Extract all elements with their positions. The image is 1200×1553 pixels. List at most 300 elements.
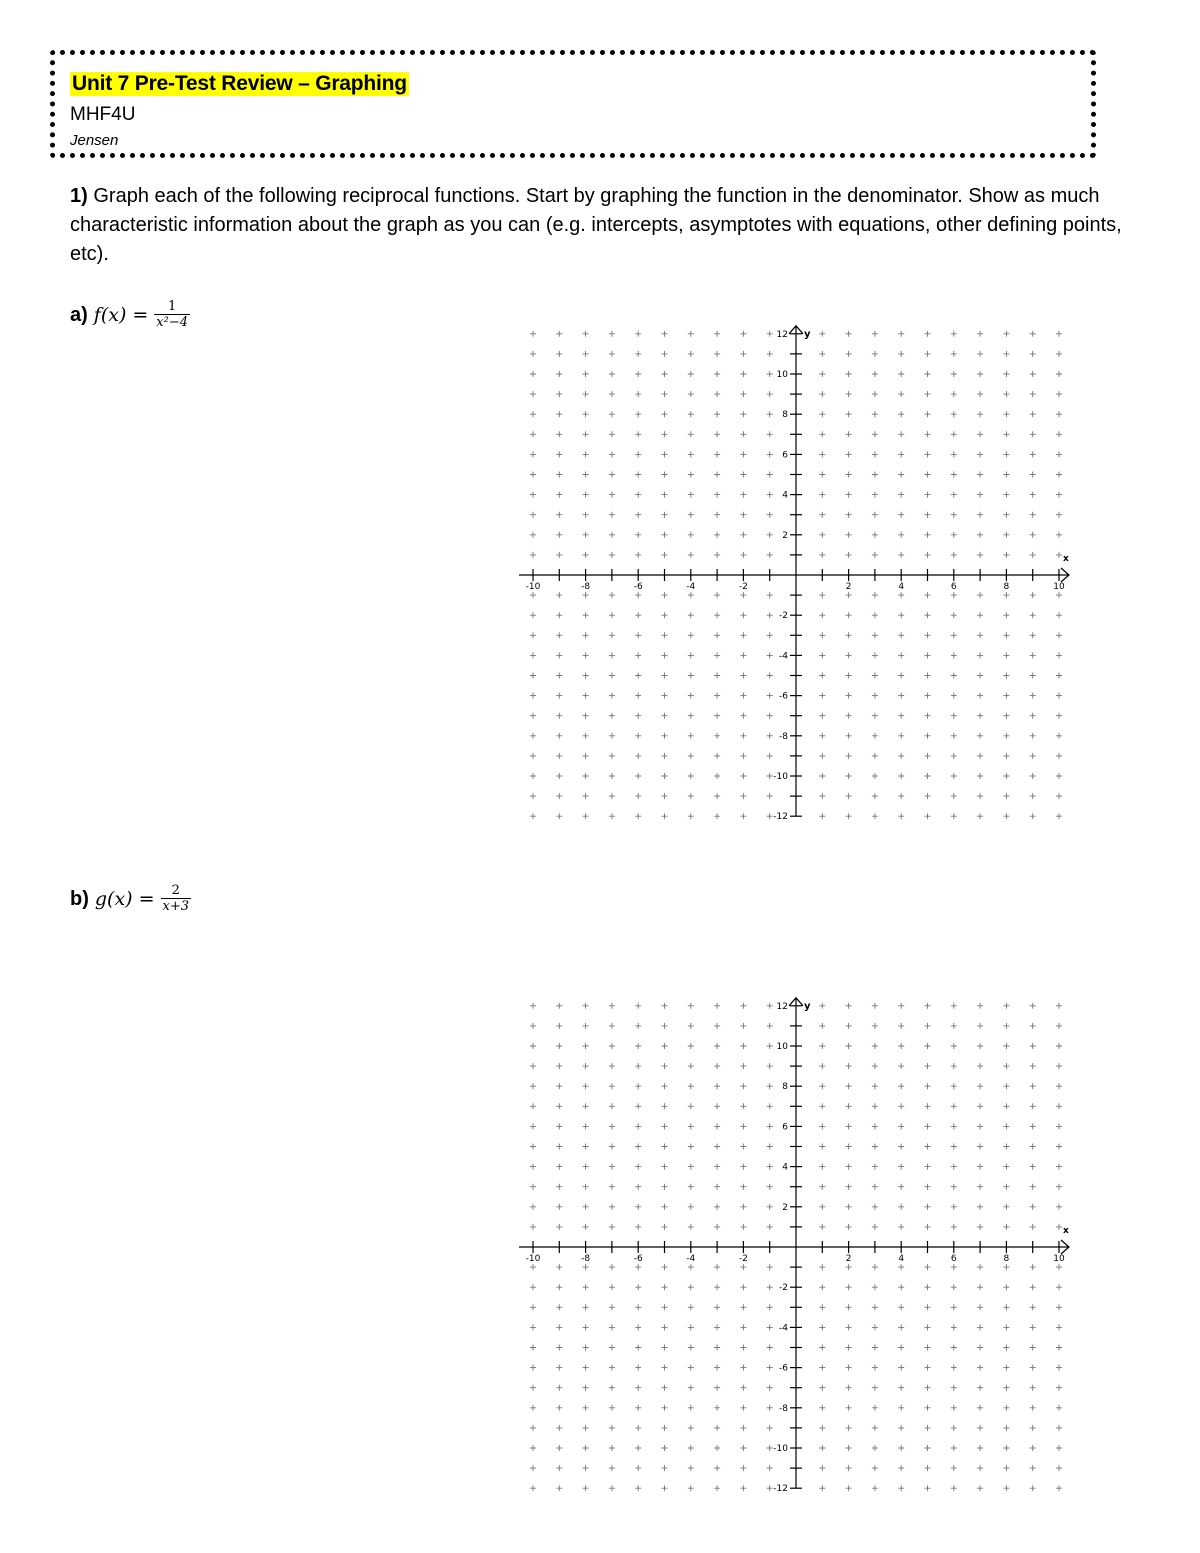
grid-point	[583, 371, 589, 377]
grid-point	[609, 1204, 615, 1210]
y-tick-label: 12	[776, 329, 788, 340]
grid-point	[872, 1043, 878, 1049]
grid-point	[846, 1063, 852, 1069]
grid-point	[714, 1485, 720, 1491]
grid-point	[951, 1264, 957, 1270]
grid-point	[583, 351, 589, 357]
grid-point	[925, 492, 931, 498]
grid-point	[846, 1083, 852, 1089]
grid-point	[898, 472, 904, 478]
grid-point	[609, 1405, 615, 1411]
grid-point	[530, 753, 536, 759]
grid-point	[583, 451, 589, 457]
grid-point	[1030, 512, 1036, 518]
grid-point	[609, 592, 615, 598]
grid-point	[925, 1385, 931, 1391]
grid-point	[925, 391, 931, 397]
grid-point	[846, 472, 852, 478]
grid-point	[530, 1043, 536, 1049]
grid-point	[740, 512, 746, 518]
grid-point	[688, 512, 694, 518]
grid-point	[1030, 1425, 1036, 1431]
grid-point	[583, 411, 589, 417]
grid-point	[530, 1425, 536, 1431]
grid-point	[846, 793, 852, 799]
coordinate-grid-b[interactable]	[510, 990, 1090, 1510]
grid-point	[688, 371, 694, 377]
grid-point	[872, 472, 878, 478]
grid-point	[898, 773, 904, 779]
grid-point	[583, 492, 589, 498]
grid-point	[714, 612, 720, 618]
grid-point	[635, 753, 641, 759]
grid-point	[925, 1204, 931, 1210]
grid-point	[1003, 813, 1009, 819]
grid-point	[530, 793, 536, 799]
grid-point	[530, 592, 536, 598]
grid-point	[1030, 1405, 1036, 1411]
grid-point	[1030, 1023, 1036, 1029]
grid-point	[846, 612, 852, 618]
grid-point	[1056, 472, 1062, 478]
grid-point	[1056, 1063, 1062, 1069]
grid-point	[714, 1184, 720, 1190]
grid-point	[767, 693, 773, 699]
grid-point	[1056, 693, 1062, 699]
grid-point	[635, 512, 641, 518]
grid-point	[846, 1385, 852, 1391]
grid-point	[951, 652, 957, 658]
grid-point	[1056, 1123, 1062, 1129]
grid-point	[662, 1345, 668, 1351]
grid-point	[1056, 1345, 1062, 1351]
grid-point	[530, 1123, 536, 1129]
grid-point	[925, 773, 931, 779]
grid-point	[556, 1405, 562, 1411]
grid-point	[872, 1284, 878, 1290]
grid-point	[740, 1445, 746, 1451]
grid-point	[1003, 1425, 1009, 1431]
grid-point	[714, 1264, 720, 1270]
grid-point	[1030, 1184, 1036, 1190]
grid-point	[740, 773, 746, 779]
grid-point	[977, 1345, 983, 1351]
grid-point	[846, 1425, 852, 1431]
grid-point	[1003, 1164, 1009, 1170]
grid-point	[740, 753, 746, 759]
grid-point	[714, 552, 720, 558]
grid-point	[635, 1144, 641, 1150]
grid-point	[846, 451, 852, 457]
grid-point	[872, 451, 878, 457]
grid-point	[530, 1003, 536, 1009]
grid-point	[925, 1264, 931, 1270]
grid-point	[609, 773, 615, 779]
header-box	[50, 50, 1096, 158]
grid-point	[951, 492, 957, 498]
grid-point	[688, 431, 694, 437]
grid-point	[819, 1123, 825, 1129]
grid-point	[819, 1445, 825, 1451]
grid-point	[609, 391, 615, 397]
grid-point	[872, 552, 878, 558]
grid-point	[583, 331, 589, 337]
grid-point	[714, 632, 720, 638]
grid-point	[530, 331, 536, 337]
fraction	[161, 884, 192, 914]
y-axis-label: y	[804, 328, 811, 340]
grid-point	[872, 652, 878, 658]
grid-point	[583, 391, 589, 397]
grid-point	[898, 1103, 904, 1109]
grid-point	[530, 612, 536, 618]
grid-point	[688, 793, 694, 799]
grid-point	[951, 1485, 957, 1491]
grid-point	[1056, 451, 1062, 457]
grid-point	[556, 793, 562, 799]
grid-point	[767, 1063, 773, 1069]
grid-point	[846, 492, 852, 498]
grid-point	[740, 1264, 746, 1270]
grid-point	[583, 1405, 589, 1411]
grid-point	[635, 612, 641, 618]
grid-point	[556, 713, 562, 719]
grid-point	[714, 693, 720, 699]
grid-point	[951, 1184, 957, 1190]
grid-point	[977, 612, 983, 618]
grid-point	[846, 1003, 852, 1009]
x-tick-label: -6	[633, 1254, 643, 1264]
grid-point	[740, 632, 746, 638]
grid-point	[977, 1204, 983, 1210]
grid-point	[583, 1385, 589, 1391]
grid-point	[872, 1385, 878, 1391]
grid-point	[714, 733, 720, 739]
grid-point	[872, 592, 878, 598]
grid-point	[1003, 1365, 1009, 1371]
grid-point	[1030, 1345, 1036, 1351]
grid-point	[1030, 592, 1036, 598]
grid-point	[714, 1465, 720, 1471]
grid-point	[662, 1204, 668, 1210]
grid-point	[530, 391, 536, 397]
grid-point	[662, 472, 668, 478]
grid-point	[898, 1445, 904, 1451]
grid-point	[951, 753, 957, 759]
grid-point	[925, 1164, 931, 1170]
grid-point	[583, 431, 589, 437]
grid-point	[872, 1184, 878, 1190]
grid-point	[925, 1304, 931, 1310]
grid-point	[819, 1385, 825, 1391]
x-tick-label: 2	[845, 582, 852, 592]
grid-point	[951, 1083, 957, 1089]
problem-b	[70, 884, 191, 914]
grid-point	[556, 1123, 562, 1129]
grid-point	[819, 713, 825, 719]
grid-point	[740, 1365, 746, 1371]
grid-point	[609, 753, 615, 759]
grid-point	[609, 1264, 615, 1270]
grid-point	[714, 492, 720, 498]
grid-point	[662, 1164, 668, 1170]
grid-point	[583, 733, 589, 739]
y-axis-label: y	[804, 1000, 811, 1012]
grid-point	[1003, 1103, 1009, 1109]
grid-point	[583, 1264, 589, 1270]
grid-point	[583, 693, 589, 699]
grid-point	[609, 351, 615, 357]
grid-point	[1030, 1284, 1036, 1290]
grid-point	[740, 1304, 746, 1310]
grid-point	[819, 1164, 825, 1170]
x-tick-label: 2	[845, 1254, 852, 1264]
x-tick-label: 8	[1003, 582, 1010, 592]
grid-point	[714, 1164, 720, 1170]
grid-point	[556, 773, 562, 779]
grid-point	[951, 411, 957, 417]
grid-point	[1003, 652, 1009, 658]
grid-point	[583, 1083, 589, 1089]
grid-point	[556, 411, 562, 417]
grid-point	[688, 391, 694, 397]
grid-point	[872, 1445, 878, 1451]
grid-point	[609, 652, 615, 658]
grid-point	[556, 331, 562, 337]
grid-point	[583, 1063, 589, 1069]
grid-point	[688, 652, 694, 658]
grid-point	[951, 1224, 957, 1230]
grid-point	[609, 492, 615, 498]
grid-point	[609, 532, 615, 538]
grid-point	[1030, 1204, 1036, 1210]
grid-point	[819, 1405, 825, 1411]
grid-point	[898, 552, 904, 558]
grid-point	[898, 1144, 904, 1150]
x-axis-label: x	[1063, 1226, 1069, 1236]
grid-point	[951, 1023, 957, 1029]
grid-point	[662, 411, 668, 417]
grid-point	[872, 512, 878, 518]
grid-point	[583, 1204, 589, 1210]
grid-point	[1003, 411, 1009, 417]
grid-point	[635, 1385, 641, 1391]
denominator: x+3	[162, 899, 190, 914]
grid-point	[898, 693, 904, 699]
grid-point	[767, 1365, 773, 1371]
grid-point	[1030, 351, 1036, 357]
grid-point	[1056, 632, 1062, 638]
grid-point	[1030, 1485, 1036, 1491]
coordinate-grid-a[interactable]	[510, 318, 1090, 838]
grid-point	[977, 1284, 983, 1290]
grid-point	[819, 1043, 825, 1049]
grid-point	[740, 391, 746, 397]
grid-point	[977, 1264, 983, 1270]
grid-point	[583, 612, 589, 618]
grid-point	[977, 673, 983, 679]
grid-point	[925, 1345, 931, 1351]
grid-point	[819, 331, 825, 337]
grid-point	[925, 1284, 931, 1290]
grid-point	[583, 1144, 589, 1150]
grid-point	[846, 1023, 852, 1029]
grid-point	[977, 411, 983, 417]
grid-point	[951, 612, 957, 618]
grid-point	[925, 673, 931, 679]
grid-point	[767, 1385, 773, 1391]
grid-point	[898, 1465, 904, 1471]
question-text: Graph each of the following reciprocal functions. Start by graphing the function in the denominator. Show as much characteristic information about the graph as you can (e.g. intercepts, asymptotes with equations, other defining points, etc).	[70, 185, 1122, 265]
grid-point	[898, 532, 904, 538]
grid-point	[846, 733, 852, 739]
grid-point	[662, 532, 668, 538]
grid-point	[1003, 552, 1009, 558]
grid-point	[977, 532, 983, 538]
grid-point	[662, 632, 668, 638]
grid-point	[925, 1224, 931, 1230]
grid-point	[1056, 1103, 1062, 1109]
grid-point	[925, 1485, 931, 1491]
grid-point	[635, 371, 641, 377]
grid-point	[977, 1144, 983, 1150]
grid-point	[530, 632, 536, 638]
grid-point	[609, 733, 615, 739]
grid-point	[635, 652, 641, 658]
grid-point	[1030, 1385, 1036, 1391]
grid-point	[872, 1345, 878, 1351]
grid-point	[1030, 391, 1036, 397]
grid-point	[662, 753, 668, 759]
grid-point	[925, 1405, 931, 1411]
grid-point	[872, 753, 878, 759]
grid-point	[556, 592, 562, 598]
grid-point	[767, 1083, 773, 1089]
grid-point	[714, 1405, 720, 1411]
grid-point	[819, 552, 825, 558]
grid-point	[740, 1083, 746, 1089]
grid-point	[556, 1365, 562, 1371]
grid-point	[872, 1164, 878, 1170]
grid-point	[1030, 753, 1036, 759]
grid-point	[662, 1425, 668, 1431]
grid-point	[530, 1485, 536, 1491]
grid-point	[819, 632, 825, 638]
grid-point	[530, 713, 536, 719]
grid-point	[1056, 1405, 1062, 1411]
grid-point	[1003, 733, 1009, 739]
grid-point	[1056, 1465, 1062, 1471]
grid-point	[846, 1465, 852, 1471]
grid-point	[925, 1324, 931, 1330]
grid-point	[609, 1284, 615, 1290]
grid-point	[767, 652, 773, 658]
grid-point	[688, 1023, 694, 1029]
grid-point	[688, 1385, 694, 1391]
grid-point	[1030, 1224, 1036, 1230]
grid-point	[819, 391, 825, 397]
grid-point	[925, 693, 931, 699]
grid-point	[898, 1385, 904, 1391]
grid-point	[556, 1184, 562, 1190]
grid-point	[1030, 733, 1036, 739]
grid-point	[1003, 753, 1009, 759]
grid-point	[530, 532, 536, 538]
grid-point	[714, 592, 720, 598]
grid-point	[767, 532, 773, 538]
grid-point	[1056, 1324, 1062, 1330]
grid-point	[925, 733, 931, 739]
grid-point	[767, 1043, 773, 1049]
grid-point	[1030, 552, 1036, 558]
grid-point	[819, 411, 825, 417]
grid-point	[688, 1405, 694, 1411]
grid-point	[714, 1023, 720, 1029]
grid-point	[635, 1485, 641, 1491]
grid-point	[1056, 733, 1062, 739]
grid-point	[609, 371, 615, 377]
grid-point	[819, 773, 825, 779]
grid-point	[1056, 1023, 1062, 1029]
grid-point	[688, 632, 694, 638]
grid-point	[635, 1284, 641, 1290]
grid-point	[688, 1164, 694, 1170]
grid-point	[609, 1023, 615, 1029]
grid-point	[951, 1144, 957, 1150]
grid-point	[583, 592, 589, 598]
grid-point	[609, 431, 615, 437]
grid-point	[846, 1184, 852, 1190]
grid-point	[898, 391, 904, 397]
grid-point	[872, 1083, 878, 1089]
grid-point	[662, 713, 668, 719]
grid-point	[530, 1304, 536, 1310]
grid-point	[898, 1083, 904, 1089]
grid-point	[1003, 592, 1009, 598]
grid-point	[898, 331, 904, 337]
grid-point	[662, 1304, 668, 1310]
grid-point	[530, 1445, 536, 1451]
grid-point	[1003, 1485, 1009, 1491]
grid-point	[819, 592, 825, 598]
grid-point	[740, 1405, 746, 1411]
grid-point	[872, 773, 878, 779]
grid-point	[1030, 713, 1036, 719]
grid-point	[714, 411, 720, 417]
grid-point	[530, 1144, 536, 1150]
grid-point	[846, 713, 852, 719]
grid-point	[1056, 492, 1062, 498]
grid-point	[556, 1485, 562, 1491]
grid-point	[872, 532, 878, 538]
grid-point	[1003, 673, 1009, 679]
grid-point	[662, 1003, 668, 1009]
grid-point	[846, 693, 852, 699]
y-tick-label: 2	[782, 530, 788, 541]
grid-point	[530, 652, 536, 658]
grid-point	[583, 1445, 589, 1451]
grid-point	[977, 451, 983, 457]
grid-point	[767, 1164, 773, 1170]
x-axis-label: x	[1063, 554, 1069, 564]
grid-point	[1003, 1123, 1009, 1129]
grid-point	[925, 411, 931, 417]
grid-point	[530, 411, 536, 417]
grid-point	[583, 1345, 589, 1351]
grid-point	[609, 1003, 615, 1009]
grid-point	[767, 371, 773, 377]
grid-point	[714, 1445, 720, 1451]
